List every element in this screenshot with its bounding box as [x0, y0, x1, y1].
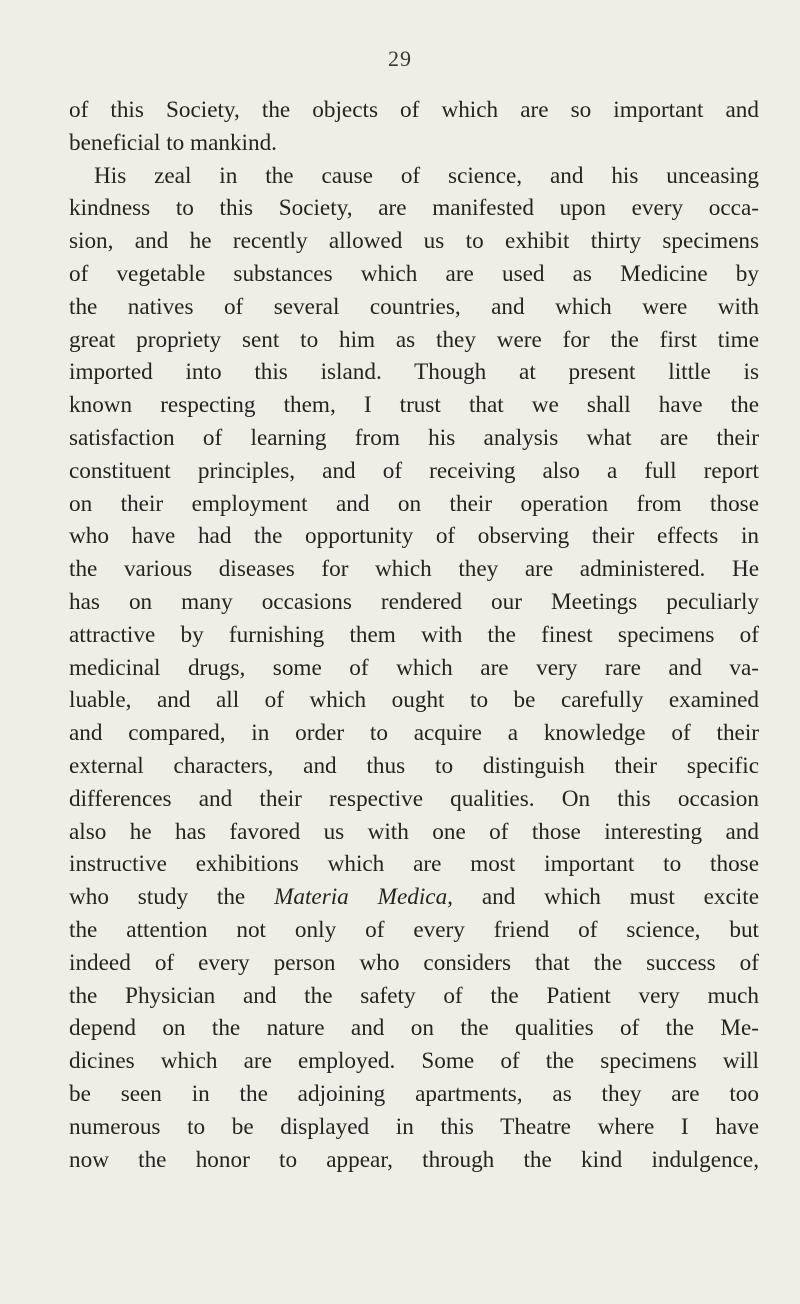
text-line: beneficial to mankind.	[69, 129, 277, 156]
text-line: kindness to this Society, are manifested upon every occa-	[69, 195, 759, 222]
text-line: medicinal drugs, some of which are very rare and va-	[69, 654, 759, 681]
text-segment: and which must excite	[452, 884, 759, 911]
text-line: who have had the opportunity of observing their effects in	[69, 523, 759, 550]
italic-title-materia-medica: Materia Medica,	[274, 884, 453, 911]
text-line: satisfaction of learning from his analysis what are their	[69, 424, 759, 451]
text-line: has on many occasions rendered our Meetings peculiarly	[69, 588, 759, 615]
text-line: indeed of every person who considers that the success of	[69, 949, 759, 976]
text-line: be seen in the adjoining apartments, as they are too	[69, 1080, 759, 1107]
text-line: luable, and all of which ought to be carefully examined	[69, 687, 759, 714]
paragraph-first-line: His zeal in the cause of science, and his unceasing	[94, 162, 759, 189]
text-line: also he has favored us with one of those interesting and	[69, 818, 759, 845]
text-line: differences and their respective qualities. On this occasion	[69, 785, 759, 812]
body-text	[69, 94, 759, 1176]
text-line: of vegetable substances which are used as Medicine by	[69, 260, 759, 287]
text-line	[69, 881, 759, 914]
page-number: 29	[388, 46, 412, 71]
text-line: constituent principles, and of receiving also a full report	[69, 457, 759, 484]
text-line: known respecting them, I trust that we shall have the	[69, 392, 759, 419]
text-line: the natives of several countries, and which were with	[69, 293, 759, 320]
text-line: attractive by furnishing them with the finest specimens of	[69, 621, 759, 648]
text-line: great propriety sent to him as they were for the first time	[69, 326, 759, 353]
text-line: depend on the nature and on the qualities of the Me-	[69, 1015, 759, 1042]
text-line: imported into this island. Though at present little is	[69, 359, 759, 386]
text-segment: who study the	[69, 884, 275, 911]
text-line: and compared, in order to acquire a knowledge of their	[69, 720, 759, 747]
text-line: sion, and he recently allowed us to exhibit thirty specimens	[69, 228, 759, 255]
text-line: the various diseases for which they are administered. He	[69, 556, 759, 583]
text-line: now the honor to appear, through the kind indulgence,	[69, 1146, 759, 1173]
text-line: the attention not only of every friend of science, but	[69, 916, 759, 943]
text-line: of this Society, the objects of which are so important and	[69, 97, 759, 123]
text-line: numerous to be displayed in this Theatre where I have	[69, 1113, 759, 1140]
text-line: instructive exhibitions which are most important to those	[69, 851, 759, 878]
text-line: on their employment and on their operation from those	[69, 490, 759, 517]
text-line: the Physician and the safety of the Patient very much	[69, 982, 759, 1009]
text-line: external characters, and thus to distinguish their specific	[69, 752, 759, 779]
text-line: dicines which are employed. Some of the specimens will	[69, 1048, 759, 1075]
